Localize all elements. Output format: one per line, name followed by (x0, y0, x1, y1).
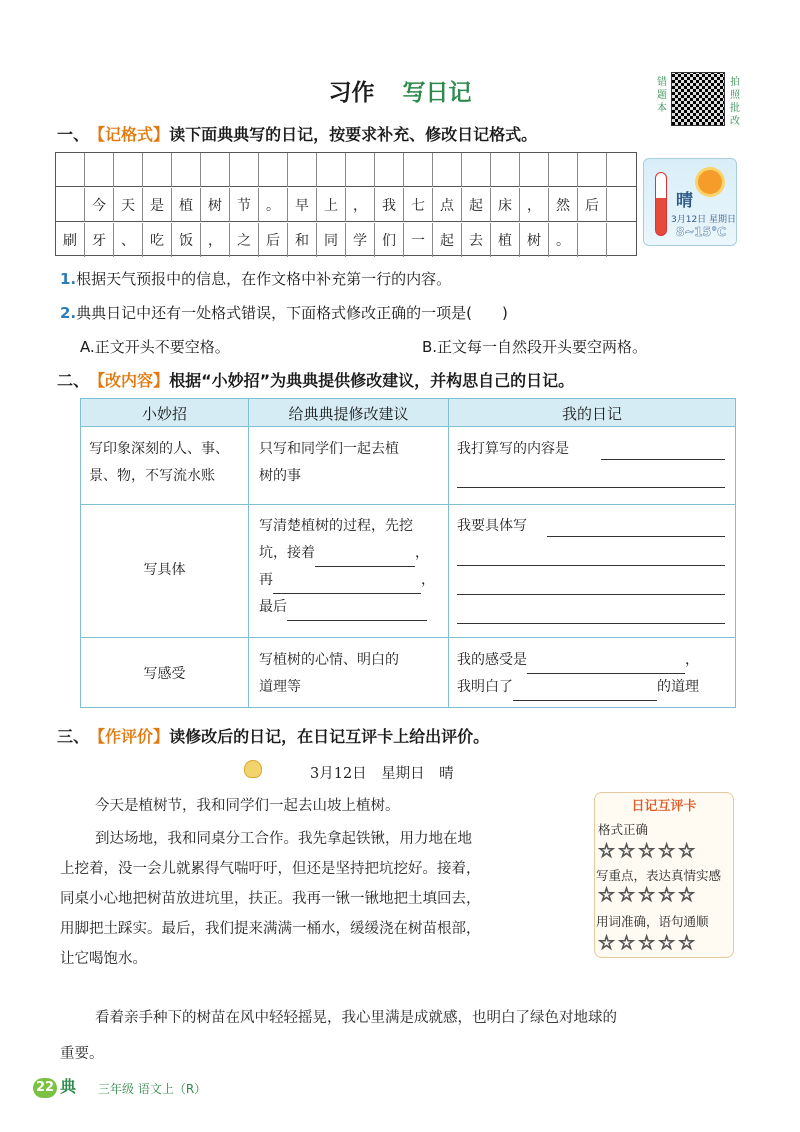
thermometer-icon (655, 172, 667, 236)
table-header-my-diary: 我的日记 (561, 405, 622, 423)
grid-cell: 节 (230, 188, 259, 222)
grid-cell (607, 223, 636, 257)
sun-icon (698, 170, 722, 194)
grid-cell: 们 (375, 223, 404, 257)
star-rating-1[interactable]: ☆☆☆☆☆ (598, 840, 699, 862)
diary-date-line: 3月12日 星期日 晴 (310, 766, 454, 782)
card-title: 日记互评卡 (631, 799, 697, 814)
grid-cell: ， (201, 223, 230, 257)
table-cell: 我打算写的内容是 (457, 441, 569, 457)
grid-cell: 树 (520, 223, 549, 257)
grid-cell: 我 (375, 188, 404, 222)
grid-cell[interactable] (462, 153, 491, 187)
qr-left-label: 错题本 (657, 77, 667, 114)
table-cell: 写具体 (143, 562, 186, 578)
weather-word: 晴 (676, 191, 693, 211)
grid-cell[interactable] (143, 153, 172, 187)
answer-line[interactable] (457, 487, 725, 488)
answer-line[interactable] (601, 459, 725, 460)
section3-tag: 【 作评价 】 (89, 724, 169, 747)
card-criterion-2: 写重点，表达真情实感 (596, 868, 722, 883)
grid-cell (56, 188, 85, 222)
grid-cell: ， (520, 188, 549, 222)
section1-heading (57, 122, 537, 145)
grid-cell: 树 (201, 188, 230, 222)
answer-blank[interactable] (513, 683, 657, 701)
title-label: 习作 (328, 80, 375, 106)
section1-num: 一、 (57, 125, 90, 144)
answer-line[interactable] (547, 536, 725, 537)
table-cell: 写植树的心情、明白的 道理等 (259, 652, 399, 695)
grid-cell: 起 (462, 188, 491, 222)
grid-cell[interactable] (56, 153, 85, 187)
grid-cell[interactable] (491, 153, 520, 187)
grid-cell: 后 (259, 223, 288, 257)
table-cell: 我要具体写 (457, 518, 527, 534)
weather-date: 3月12日 星期日 (671, 215, 737, 225)
grid-cell: 、 (114, 223, 143, 257)
grid-cell: 吃 (143, 223, 172, 257)
suggestion-table (80, 398, 736, 708)
grid-cell: 去 (462, 223, 491, 257)
grid-cell: 上 (317, 188, 346, 222)
section2-heading: 二、【 改内容 】 根据“小妙招”为典典提供修改建议，并构思自己的日记。 (57, 368, 574, 391)
weather-temp: 8~15°C (676, 225, 726, 239)
answer-line[interactable] (457, 623, 725, 624)
option-a[interactable]: A.正文开头不要空格。 (80, 338, 230, 356)
grid-cell (607, 188, 636, 222)
grid-cell[interactable] (114, 153, 143, 187)
diary-paragraph: 到达场地，我和同桌分工合作。我先拿起铁锹，用力地在地 上挖着，没一会儿就累得气喘吁吁，但还是坚持把坑挖好。接着， 同桌小心地把树苗放进坑里，扶正。我再一锹一锹地把土填回去， 用脚把土踩实。最后，我们提来满满一桶水，缓缓浇在树苗根部， 让它喝饱水。 (60, 831, 481, 967)
answer-line[interactable] (457, 594, 725, 595)
table-header-tips: 小妙招 (141, 405, 187, 423)
table-cell: 写感受 (143, 666, 186, 682)
grid-cell: 天 (114, 188, 143, 222)
grid-cell[interactable] (520, 153, 549, 187)
option-b[interactable]: B.正文每一自然段开头要空两格。 (422, 338, 648, 356)
grid-cell: 是 (143, 188, 172, 222)
answer-blank[interactable] (287, 603, 427, 621)
brand-logo: 典 (60, 1077, 77, 1096)
grid-cell: 。 (259, 188, 288, 222)
answer-blank[interactable] (527, 656, 685, 674)
table-cell: 我的感受是 ， 我明白了 的道理 (457, 647, 699, 701)
section3-heading: 三、【 作评价 】 读修改后的日记，在日记互评卡上给出评价。 (57, 724, 489, 747)
grid-cell: 点 (433, 188, 462, 222)
grid-cell: 七 (404, 188, 433, 222)
section1-text: 读下面典典写的日记，按要求补充、修改日记格式。 (169, 125, 538, 144)
grid-cell: 刷 (56, 223, 85, 257)
grid-cell: 早 (288, 188, 317, 222)
grid-cell: 今 (85, 188, 114, 222)
card-criterion-3: 用词准确，语句通顺 (596, 914, 709, 929)
grid-cell[interactable] (259, 153, 288, 187)
grid-cell[interactable] (404, 153, 433, 187)
diary-paragraph: 今天是植树节，我和同学们一起去山坡上植树。 (95, 798, 400, 814)
answer-line[interactable] (457, 565, 725, 566)
writing-grid (55, 152, 637, 256)
grid-cell: 后 (578, 188, 607, 222)
section2-tag: 【 改内容 】 (89, 368, 169, 391)
answer-blank[interactable] (315, 549, 415, 567)
diary-paragraph: 看着亲手种下的树苗在风中轻轻摇晃，我心里满是成就感，也明白了绿色对地球的 重要。 (60, 1010, 617, 1062)
grid-cell (578, 223, 607, 257)
star-rating-2[interactable]: ☆☆☆☆☆ (598, 884, 699, 906)
grid-cell[interactable] (288, 153, 317, 187)
grid-cell[interactable] (578, 153, 607, 187)
question-2: 2.典典日记中还有一处格式错误，下面格式修改正确的一项是( ) (60, 304, 508, 322)
grid-row-2 (56, 188, 636, 222)
qr-right-label: 拍照批改 (730, 77, 740, 127)
grid-cell: 一 (404, 223, 433, 257)
grid-cell: 牙 (85, 223, 114, 257)
grid-cell[interactable] (549, 153, 578, 187)
grid-cell: 。 (549, 223, 578, 257)
card-criterion-1: 格式正确 (598, 822, 649, 837)
grid-cell[interactable] (317, 153, 346, 187)
grid-cell[interactable] (433, 153, 462, 187)
decoration-icon (244, 760, 262, 778)
grid-cell: 学 (346, 223, 375, 257)
section1-tag: 【 记格式 】 (89, 122, 169, 145)
grid-cell: 植 (491, 223, 520, 257)
grid-cell[interactable] (346, 153, 375, 187)
grid-cell: 饭 (172, 223, 201, 257)
grid-cell[interactable] (375, 153, 404, 187)
table-cell: 写清楚植树的过程，先挖 坑，接着 ， 再 ， 最后 (259, 513, 435, 621)
grid-cell: 之 (230, 223, 259, 257)
grid-cell[interactable] (230, 153, 259, 187)
grid-row-3 (56, 223, 636, 257)
grid-cell[interactable] (172, 153, 201, 187)
table-cell: 写印象深刻的人、事、 景、物，不写流水账 (89, 441, 229, 484)
table-header-suggestion: 给典典提修改建议 (288, 405, 409, 423)
title-main: 写日记 (402, 80, 472, 106)
grid-cell: 然 (549, 188, 578, 222)
grid-row-1[interactable] (56, 153, 636, 187)
grid-cell[interactable] (85, 153, 114, 187)
grid-cell: ， (346, 188, 375, 222)
answer-blank[interactable] (273, 576, 421, 594)
grid-cell: 床 (491, 188, 520, 222)
qr-code-icon[interactable] (671, 72, 725, 126)
grid-cell: 植 (172, 188, 201, 222)
star-rating-3[interactable]: ☆☆☆☆☆ (598, 932, 699, 954)
page-number: 22 (33, 1078, 57, 1098)
grid-cell: 和 (288, 223, 317, 257)
grid-cell[interactable] (201, 153, 230, 187)
footer-book-info: 三年级 语文上（R） (98, 1082, 207, 1096)
question-1: 1.根据天气预报中的信息，在作文格中补充第一行的内容。 (60, 270, 452, 288)
grid-cell: 同 (317, 223, 346, 257)
table-cell: 只写和同学们一起去植 树的事 (259, 441, 399, 484)
grid-cell[interactable] (607, 153, 636, 187)
grid-cell: 起 (433, 223, 462, 257)
